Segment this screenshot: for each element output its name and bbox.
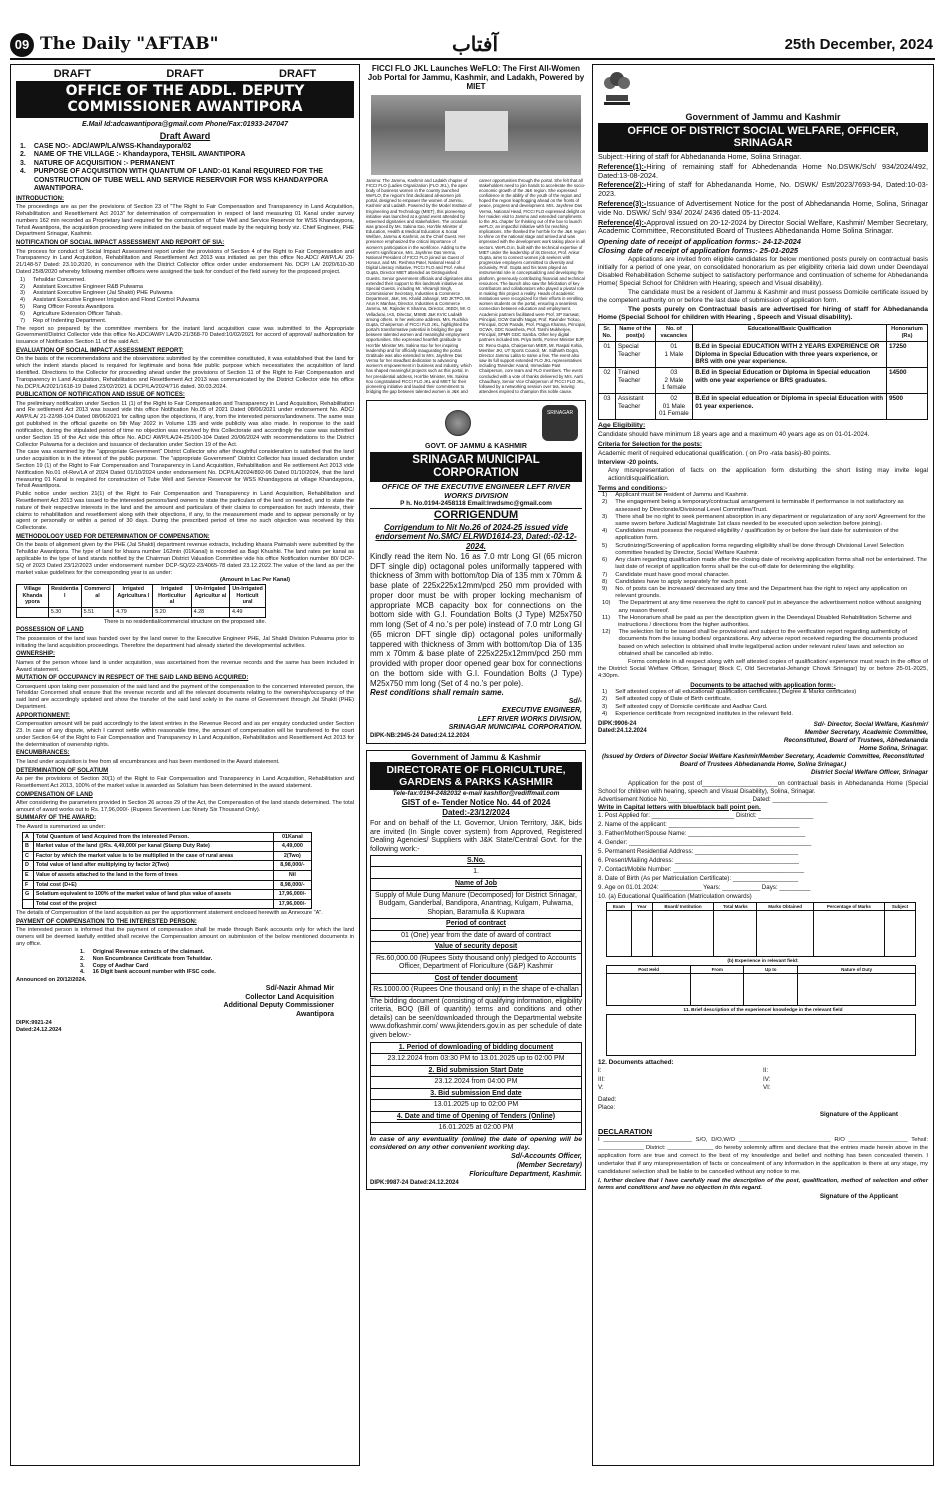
smc-banner: SRINAGAR MUNICIPAL CORPORATION — [370, 452, 582, 482]
rate-cell: 4.28 — [191, 608, 229, 618]
middle-column — [366, 64, 586, 1466]
draft-row — [16, 68, 354, 81]
section-heading: MUTATION OF OCCUPANCY IN RESPECT OF THE SAID LAND BEING ACQUIRED: — [16, 675, 249, 682]
section-heading: DETERMINATION OF SOLATIUM — [16, 767, 109, 774]
form-field[interactable]: 9. Age on 01.01.2024: ____________ Years: ___________ Days: _________ — [598, 883, 811, 891]
govt-name: Government of Jammu & Kashmir — [411, 752, 541, 762]
attached-slot[interactable]: IV: — [763, 1075, 771, 1083]
award-notice — [10, 64, 360, 1466]
opening-date: Opening date of receipt of application forms:- 24-12-2024 — [598, 237, 801, 247]
section-heading: ENCUMBRANCES: — [16, 750, 70, 757]
rate-header: Un-Irrigated Agricultur al — [191, 585, 229, 608]
list-item: 1) Self attested copies of all educational/ qualification certificates.( Degree & Marks certificates) — [602, 689, 857, 696]
write-caps-note: Write in Capital letters with blue/black ball point pen. — [598, 803, 761, 811]
case-item: 1. CASE NO:- ADC/AWP/LA/WSS-Khandaypora/02 — [20, 142, 192, 150]
jk-emblem-icon — [445, 410, 471, 436]
gist-title: GIST of e- Tender Notice No. 44 of 2024 Dated:-23/12/2024 — [401, 798, 551, 818]
emblem-row — [370, 403, 582, 443]
flori-banner: DIRECTORATE OF FLORICULTURE, GARDENS & PARKS KASHMIR — [370, 762, 582, 790]
flori-signature: Sd/-Accounts Officer, (Member Secretary) Floriculture Department, Kashmir. — [469, 1153, 582, 1178]
section-heading: SUMMARY OF THE AWARD: — [16, 815, 97, 822]
signature-block: Sd/- Director, Social Welfare, Kashmir/ Member Secretary, Academic Committee, Reconstituted, Board of Trustees, Abhedananda Home Solina, Srinagar. — [783, 720, 928, 752]
paragraph: On the basis of alignment given by the PHE (Jal Shakti) department revenue extracts, including khasra Paimaish were submitted by the Tehsildar Awantipora. The type of land for khasra number 162min (01Kanal) is recorded as Bagi Khushki. The land rates per kanal as applicable to the type of land stands notified by the Chairman District Valuation Committee vide his office Notification number 80/ DCP-SQ of 2023 Dated 23/12/2023 under endorsement number DCP-SQ/22-23/4065-78 dated 23.12.2022.The value of the land as per the market value guidelines for the corresponding year is as under: — [16, 542, 354, 576]
rate-table — [16, 584, 266, 617]
form-field[interactable]: 7. Contact/Mobile Number: ______________________________________ — [598, 865, 805, 873]
list-item: 3. Copy of Aadhar Card — [80, 962, 149, 969]
list-item: 11) The Honorarium shall be paid as per the description given in the Deendayal Disabled Rehabilitation Scheme and instructions / directions from the higher authorities. — [602, 614, 912, 628]
brief-box[interactable] — [606, 1014, 916, 1056]
paragraph: Forms complete in all respect along with self attested copies of qualification/ experience must reach in the office of the District Social Welfare Officer, Srinagar( Block C, Old Secretariat-Jehangir Chowk Srinagar) by or before 25-01-2025, 4:30pm. — [598, 658, 928, 680]
form-field[interactable]: 3. Father/Mother/Spouse Name: __________________________________ — [598, 829, 806, 837]
attached-slot[interactable]: VI: — [763, 1084, 771, 1092]
list-item: 7) Candidate must have good moral character. — [602, 571, 730, 578]
section-heading: PAYMENT OF COMPENSATION TO THE INTERESTED PERSON: — [16, 919, 197, 926]
section-heading: APPORTIONMENT: — [16, 712, 70, 719]
govt-name: Government of Jammu and Kashmir — [685, 111, 841, 122]
attached-list — [598, 1067, 928, 1093]
section-heading: COMPENSATION OF LAND — [16, 791, 93, 798]
paragraph: In case of any eventuality (online) the date of opening will be considered on any other convenient working day. — [370, 1135, 582, 1152]
table-row: 02 Trained Teacher 03 2 Male 1 female B.Ed in Special Education or Diploma in Special education with one year experience or BRS graduates. 14500 — [599, 368, 928, 394]
reference: Reference(1):-Hiring of remaining staff for Abhedenanda Home No.DSWK/Sch/ 934/2024/492, Dated:13-08-2024. — [598, 161, 928, 180]
declaration-further: I, further declare that I have carefully read the description of the post, qualification, method of selection and other terms and conditions and have no objection in this regard. — [598, 1177, 928, 1192]
dipk-number: DIPK:9987-24 Dated:24.12.2024 — [370, 1179, 459, 1186]
list-item: 3) There shall be no right to seek permanent absorption in any department or regularization of any sort/ Agreement for the same sworn before Judicial Magistrate 1st class needed to be executed upon selection before joining). — [602, 513, 926, 528]
paragraph: Academic merit of required educational qualification. ( on Pro -rata basis)-80 points. — [598, 449, 831, 457]
paragraph: Names of the person whose land is under acquisition, was ascertained from the revenue records and the same has been included in Award statement. — [16, 659, 354, 673]
list-item: 6) Agriculture Extension Officer Tahab. — [20, 310, 123, 317]
table-header: Honorarium (Rs) — [887, 325, 928, 342]
terms-list — [598, 492, 928, 658]
application-fields — [598, 812, 928, 902]
list-item: 2) The engagement being a temporary/contractual arrangement is terminable if performance is not satisfactory as assessed by Directorate/Divisional Level Committee/Trust. — [602, 499, 904, 513]
case-item: 4. PURPOSE OF ACQUISITION WITH QUANTUM OF LAND:-01 Kanal REQUIRED FOR THE CONSTRUCTION OF TUBE WELL AND SERVICE RESERVOIR FOR WSS KHANDAYPORA AWANTIPORA. — [20, 168, 328, 193]
paragraph: The interested person is informed that the payment of compensation shall be made through Bank accounts only for which the land owners will be deemed lawfully entitled shall receive the Compensation amount on submission of the below mentioned documents in any office. — [16, 927, 354, 948]
paragraph: The case was examined by the "appropriate Government" District Collector who after thoughtful consideration is satisfied that the land under acquisition is in the interest of the public purpose. The "appropriate Government" District Collector has issued declaration under Section 19 (1) of the Right to Fair Compensation and Transparency in Land Acquisition, Rehabilitation and Re settlement Act 2013 vide Notification No.01 of-Rev/LA of 2024 Dated 01/10/2024 under endorsement No. DCP/LA/2024/892-96 Dated 01/10/2024, that the land measuring 01 Kanal is required for construction of Tube Well and Service Reservoir for WSS Khandaypora at village Khandaypora, Tehsil Awantipora. — [16, 449, 354, 490]
smc-signature: Sd/- EXECUTIVE ENGINEER, LEFT RIVER WORKS DIVISION, SRINAGAR MUNICIPAL CORPORATION. — [448, 698, 582, 732]
form-field[interactable]: 2. Name of the applicant: ______________________________________ — [598, 820, 800, 828]
paragraph: On the basis of the recommendations and the observations submitted by the committee constituted, it was established that the land for which the indent stands placed is required for legitimate and bona fide public purpose which necessitates the acquisition of land identified. Directions to the Collector for proceeding ahead under the provisions of Section 11 of the Right to Fair Compensation and Transparency in Land Acquisition, Rehabilitation and Resettlement Act 2013 was communicated by the District Collector vide his office No.DCP/LA/2021/1618-19 Dated 23/02/2021 & DCP/LA/2024/716 dated. 30.03.2024. — [16, 356, 354, 390]
section-heading: Terms and conditions:- — [598, 484, 668, 492]
dipk-number: DIPK-NB:2945-24 Dated:24.12.2024 — [370, 733, 470, 740]
list-item: 4) Experience certificate from recognized institutes in the relevant field. — [602, 710, 794, 717]
list-item: 9) No. of posts can be increased/ decreased any time and the Department has the right to reject any application on relevant grounds. — [602, 585, 908, 600]
declaration-signature: Signature of the Applicant — [819, 1193, 898, 1201]
paragraph: Consequent upon taking over possession of the said land and the payment of the compensation to the concerned interested person, the Tehsildar Concerned shall ensure that the revenue records and all the relevant documents relating to the ownership/occupancy of the said land are accordingly updated and show the transfer of the said land solely in the name of Government through Jal Shakti (PHE) Department. — [16, 683, 354, 711]
section-heading: Documents to be attached with application form:- — [690, 681, 836, 689]
list-item: 10) The Department at any time reserves the right to cancel/ put in abeyance the advertisement notice without assigning any reason thereof. — [602, 600, 922, 614]
section-heading: NOTIFICATION OF SOCIAL IMPACT ASSESSMENT AND REPORT OF SIA: — [16, 240, 225, 247]
experience-table: Post Held From Up to Nature of Duty — [606, 965, 916, 1006]
rate-cell — [17, 608, 49, 618]
page-number: 09 — [10, 33, 34, 57]
qualification-table: Exam Year Board/ Institution Total Marks Marks Obtained Percentage of Marks Subject — [606, 902, 916, 957]
table-header: Educational/Basic Qualification — [693, 325, 887, 342]
rate-header: Un-Irrigated Horticult ural — [230, 585, 266, 608]
case-list — [16, 143, 354, 194]
smc-office: OFFICE OF THE EXECUTIVE ENGINEER LEFT RIVER WORKS DIVISION — [381, 482, 571, 501]
dipk-block: DIPK:9906-24 Dated:24.12.2024 — [598, 720, 647, 735]
dated-label: Dated: — [598, 1096, 617, 1104]
subject: Subject:-Hiring of staff for Abhedananda Home, Solina Srinagar. — [598, 152, 802, 162]
gist-table: S.No. 1. Name of Job Supply of Mule Dung Manure (Decomposed) for District Srinagar, Budgam, Ganderbal, Bandipora, Anantnag, Kulgam, Pulwama, Shopian, Baramulla & Kupwara Period of contract 01 (One) year from the date of award of contract Value of security deposit Rs.60,000.00 (Rupees Sixty thousand only) pledged to Accounts Officer, Department of Floriculture (G&P) Kashmir Cost of tender document Rs.1000.00 (Rupees One thousand only) in the shape of e-challan — [370, 855, 582, 997]
docs-list — [598, 689, 928, 718]
section-heading: EVALUATION OF SOCIAL IMPACT ASSESSMENT REPORT: — [16, 347, 184, 354]
list-item: 8) Candidates have to apply separately for each post. — [602, 578, 748, 585]
table-row: 03 Assistant Teacher 02 01 Male 01 Female B.Ed in special education or Diploma in special Education with 01 year experience. 9500 — [599, 394, 928, 420]
list-item: 3) Self attested copy of Domicile certificate and Aadhar Card. — [602, 703, 768, 710]
form-field[interactable]: 8. Date of Birth (As per Matriculation Certificate): ___________________ — [598, 874, 799, 882]
list-item: 12) The selection list to be issued shall be provisional and subject to the verification report regarding authenticity of documents from the issuing bodies/ organizations. Any adverse report received regarding the documents produced based on which selection is obtained shall invite legal/penal action under relevant rules/ laws and selection so obtained shall be cancelled ab initio. — [602, 629, 918, 657]
draft-word: DRAFT — [53, 68, 91, 80]
draft-word: DRAFT — [279, 68, 317, 80]
list-item: 5) Scrutinizing/Screening of application forms regarding eligibility shall be done through Divisional Level Selection committee headed by Director, Social Welfare Kashmir. — [602, 542, 904, 556]
signature-row — [598, 721, 928, 752]
paragraph: The details of Compensation of the land acquisition as per the apportionment statement enclosed herewith as Annexure "A". — [16, 910, 323, 917]
article-headline: FICCI FLO JKL Launches WeFLO: The First All-Women Job Portal for Jammu, Kashmir, and Ladakh, Powered by MIET — [367, 64, 585, 92]
schedule-table: 1. Period of downloading of bidding document 23.12.2024 from 03:30 PM to 13.01.2025 up to 02:00 PM 2. Bid submission Start Date 23.12.2024 from 04:00 PM 3. Bid submission End date 13.01.2025 up to 02:00 PM 4. Date and time of Opening of Tenders (Online) 16.01.2025 at 02:00 PM — [370, 1042, 582, 1135]
attached-slot[interactable]: I: — [598, 1067, 602, 1075]
rate-header: Village Khanda ypora — [17, 585, 49, 608]
masthead — [10, 32, 935, 60]
reference: Reference(2):-Hiring of staff for Abhedananda Home, No. DSWK/ Estt/2023/7693-94, Dated:10-03-2023. — [598, 180, 928, 199]
section-heading: OWNERSHIP: — [16, 651, 55, 658]
paragraph: As per the provisions of Section 30(1) of the Right to Fair Compensation and Transparency in Land Acquisition, Rehabilitation and Resettlement Act 2013, 100% of the market value is awarded as Solatium has been determined in the award statement. — [16, 775, 354, 789]
list-item: 4) Candidates must possess the required eligibility / qualification by or before the last date for submission of the application form. — [602, 528, 899, 542]
reference: Reference(3):-Issuance of Advertisement Notice for the post of Abhedananda Home, Solina, Srinagar vide No. DSWK/ Sch/ 934/ 2024/ 2436 dated 05-11-2024. — [598, 198, 928, 217]
paragraph: There is no residential/commercial structure on the proposed site. — [103, 618, 267, 625]
national-emblem-icon — [598, 67, 636, 109]
office-title: OFFICE OF THE ADDL. DEPUTY COMMISSIONER AWANTIPORA — [16, 81, 354, 118]
list-item: 7) Rep of Indenting Department. — [20, 317, 107, 324]
place-label: Place: — [598, 1103, 616, 1111]
paragraph: The process for conduct of Social Impact Assessment report under the provisions of Section 4 of the Right to Fair Compensation and Transparency in Land Acquisition, Rehabilitation and Resettlement Act 2013 was initiated as per this office No.ADC/ AWP/LA/ 20-21/148-57 Dated: 23.10.2020, in concurrence with the District Collector office order under endorsement No. DCP/ LA/ 2020/610-30 Dated 25/8/2020 whereby following member officers were assigned the task for conduct of the field survey for the proposed project. — [16, 248, 354, 275]
smc-corrigendum — [366, 400, 586, 743]
section-heading: (b) Experience in relevant field: — [727, 959, 799, 965]
advert-notice-line: Advertisement Notice No.________________________ Dated: ________________ — [598, 796, 828, 804]
section-heading: PUBLICATION OF NOTIFICATION AND ISSUE OF NOTICES: — [16, 392, 185, 399]
corrigendum-rest: Rest conditions shall remain same. — [370, 688, 504, 698]
table-row: D Total value of land after multiplying by factor 2(Two) 8,98,000/- — [23, 861, 312, 871]
office-banner: OFFICE OF DISTRICT SOCIAL WELFARE, OFFICER, SRINAGAR — [598, 123, 928, 152]
social-welfare-notice — [592, 64, 934, 1466]
table-row: F Total cost (D+E) 8,98,000/- — [23, 880, 312, 890]
paragraph: The posts purely on Contractual basis are advertised for hiring of staff for Abhedananda Home (Special School for children with Hearing , Speech and Visual disability). — [598, 305, 928, 322]
list-item: 4. 16 Digit bank account number with IFSC code. — [80, 969, 216, 976]
table-row: E Value of assets attached to the land in the form of trees Nil — [23, 870, 312, 880]
signature-block: Sd/-Nazir Ahmad Mir Collector Land Acquisition Additional Deputy Commissioner Awantipora — [223, 984, 334, 1019]
table-row: 01 Special Teacher 01 1 Male B.Ed in Special EDUCATION WITH 2 YEARS EXPERIENCE OR Diploma in Special Education with three years experience, or BRS with one year experience. 17250 — [599, 342, 928, 368]
posts-table — [598, 324, 928, 420]
form-field: 10. (a) Educational Qualification (Matriculation onwards) — [598, 892, 752, 900]
corrigendum-ref: Corrigendum to Nit No.26 of 2024-25 issued vide endorsement No.SMC/ ELRWD1614-23, Dated:-02-12-2024. — [375, 522, 577, 552]
corrigendum-title: CORRIGENDUM — [433, 509, 519, 522]
paragraph: Interview -20 points. — [598, 458, 659, 466]
table-header: Sr. No. — [599, 325, 616, 342]
rate-header: Irrigated Agricultura l — [114, 585, 153, 608]
section-heading: 12. Documents attached: — [598, 1059, 674, 1067]
declaration-text: I ___________________________ S/O, D/O,W/O ____________________________ R/O __________________ Tehsil: ______________ District: ______________ do hereby solemnly affirm and declare that the entries made herein above in the application form are true and correct to the best of my knowledge and belief and nothing has been concealed therein. I undertake that if any misrepresentation of facts or concealment of any information in the application is there at any stage, my candidature/ selection shall be liable to be cancelled without any notice to me. — [598, 1137, 928, 1175]
smc-contact: P h. No.0194-2458118 Email:lrwdsmc@gmail.com — [370, 500, 582, 509]
applicant-signature: Signature of the Applicant — [819, 1111, 898, 1119]
rate-caption: (Amount in Lac Per Kanal) — [220, 577, 290, 584]
office-contact: E.Mail Id:adcawantipora@gmail.com Phone/Fax:01933-247047 — [81, 121, 288, 129]
table-row: Total cost of the project 17,96,000/- — [23, 899, 312, 909]
section-heading: POSSESSION OF LAND — [16, 627, 84, 634]
case-item: 2. NAME OF THE VILLAGE :- Khandaypora, TEHSIL AWANTIPORA — [20, 151, 246, 159]
issued-by: District Social Welfare Officer, Srinagar — [810, 769, 928, 777]
form-field[interactable]: 5. Permanent Residential Address: ______________________________ — [598, 847, 799, 855]
paragraph: Any misrepresentation of facts on the application form disturbing the short listing may invite legal action/disqualification. — [608, 467, 928, 482]
summary-table — [22, 832, 312, 910]
list-item: 1. Original Revenue extracts of the claimant. — [80, 948, 205, 955]
announced-date: Announced on 20/12/2024. — [16, 977, 87, 984]
rate-header: Irrigated Horticultur al — [153, 585, 191, 608]
paragraph: The bidding document (consisting of qualifying information, eligibility criteria, BOQ (Bill of quantity) terms and conditions and other details) can be seen/downloaded through the Departmental website www.dofkashmir.com/ www.jktenders.gov.in as per schedule of date given below:- — [370, 997, 582, 1039]
attached-slot[interactable]: II: — [763, 1067, 769, 1075]
paragraph: The preliminary notification under Section 11 (1) of the Right to Fair Compensation and Transparency in Land Acquisition, Rehabilitation and Re settlement Act 2013 was issued vide this office Notification No.05 of 2021 Dated 08/06/2021 under endorsement No. ADC/ AWP/LA/ 21-22/98-104 Dated 08/06/2021 for calling upon the objections, if any, from the interested persons/landowners. The same was got published in the official gazette on 5th May 2022 in Volume 135 and wide publicity was also made. In response to the said notification, during the stipulated period of time no objection was received by this Collectorate and accordingly the case was submitted under Section 15 of the Act vide this office No. ADC/ AWP/LA/24-25/100-104 Dated 20/06/2024 with recommendations to the District Collector Pulwama for a decision and issuance of declaration under Section 19 of the Act. — [16, 400, 354, 448]
list-item: 2) Self attested copy of Date of Birth certificate. — [602, 696, 732, 703]
declaration-heading: DECLARATION — [598, 1126, 653, 1136]
section-heading: METHODOLOGY USED FOR DETERMINATION OF COMPENSATION: — [16, 534, 210, 541]
table-row: G Solatium equivalent to 100% of the market value of land plus value of assets 17,96,000/- — [23, 890, 312, 900]
rate-cell: 5.20 — [153, 608, 191, 618]
form-field[interactable]: 1. Post Applied for: ________________________ District: ________________ — [598, 811, 814, 819]
form-field[interactable]: 6. Present/Mailing Address: ____________________________________ — [598, 856, 799, 864]
section-heading: Age Eligibility: — [598, 422, 646, 430]
issued-note: (Issued by Orders of Director Social Welfare Kashmir/Member Secretary, Academic Committee, Reconstituted Board of Trustees Abhedananda Home, Solina Srinagar.) — [602, 753, 924, 768]
reference: Reference(4):-Approval issued on 20-12-2024 by Director Social Welfare, Kashmir/ Member Secretary, Academic Committee, Reconstituted Board of Trustees Abhedananda Home Solina Srinagar. — [598, 217, 928, 236]
table-header: No. of vacancies — [655, 325, 693, 342]
paragraph: For and on behalf of the Lt. Governor, Union Territory, J&K, bids are invited (In Single cover system) from Approved, Registered Dealing Agencies/ Suppliers with J&K State/Central Govt. for the following work:- — [370, 817, 582, 854]
paper-title: The Daily "AFTAB" — [40, 34, 219, 54]
list-item: 1) Tehsildar Concerned. — [20, 276, 86, 283]
rate-cell: 4.49 — [230, 608, 266, 618]
issue-date: 25th December, 2024 — [784, 36, 933, 53]
case-item: 3. NATURE OF ACQUISITION :- PERMANENT — [20, 159, 175, 167]
list-item: 5) Rang Officer Forests Awantipora — [20, 304, 114, 311]
rate-header: Residentia l — [48, 585, 81, 608]
form-field[interactable]: 4. Gender: _____________________________________________________ — [598, 838, 812, 846]
paragraph: The proceedings are as per the provisions of Section 23 of "The Right to Fair Compensation and Transparency in Land Acquisition, Rehabilitation and Resettlement Act 2013" for determination of compensation in respect of land measuring 01 Kanal under survey numbers 162 min recorded as Proprietary land required for the construction of Tube Well and Service Reservoir for WSS Khandaypora, Tehsil Awantipora, the acquisition proceeding were initiated on the basis of request made by the requiring body viz. Chief Engineer, PHE Department Srinagar, Kashmir. — [16, 204, 354, 238]
member-list — [16, 277, 354, 325]
attached-slot[interactable]: III: — [598, 1075, 605, 1083]
flori-contact: Tele-fax:0194-2482032 e-mail kashflor@rediffmail.com — [392, 790, 560, 798]
draft-word: DRAFT — [166, 68, 204, 80]
award-title: Draft Award — [159, 130, 211, 141]
rate-header: Commerci al — [81, 585, 114, 608]
srinagar-logo-icon: SRINAGAR — [542, 405, 578, 441]
document-list — [76, 949, 354, 976]
list-item: 1) Applicant must be resident of Jammu and Kashmir. — [602, 492, 749, 499]
paragraph: The candidate must be a resident of Jammu & Kashmir and must possess Domicile certificate issued by the competent authority on or before the last date of submission of application form. — [598, 289, 928, 304]
rate-cell: 4.79 — [114, 608, 153, 618]
paragraph: After considering the parameters provided in Section 26 across 29 of the Act, the Compensation of the land stands determined. The total amount of award works out to Rs. 17,96,000/- (Rupees Seventeen Lac Ninety Six Thousand Only). — [16, 799, 354, 813]
paragraph: The Award is summarized as under: — [16, 823, 106, 830]
list-item: 6) Any claim regarding qualification made after the closing date of receiving application forms shall not be entertained. The last date of receipt of application forms shall be the cut-off date for determining the eligibility. — [602, 557, 927, 571]
article-photo — [371, 95, 581, 175]
table-row: B Market value of the land @Rs. 4,49,000/ per kanal (Stamp Duty Rate) 4,49,000 — [23, 842, 312, 852]
list-item: 2. Non Encumbrance Certificate from Tehsildar. — [80, 955, 213, 962]
list-item: 3) Assistant Executive Engineer (Jal Shakti) PHE Pulwama — [20, 290, 173, 297]
section-heading: Criteria for Selection for the posts: — [598, 441, 702, 449]
paragraph: Public notice under section 21(1) of the Right to Fair Compensation and Transparency in Land Acquisition, Rehabilitation and Resettlement Act 2013 was issued to the interested persons/land owners to state the particulars of the land so needed, and to state the nature of their respective interests in the land and the amount and particulars of their claims to compensation for such interests, their claims to rehabilitation and resettlement along with their objections, if any, to the measurement made and to appear personally or by agent or personally or within a period of 30 days. During the prescribed period of time no such objection was received by this Collectorate. — [16, 491, 354, 532]
floriculture-notice — [366, 750, 586, 1190]
list-item: 4) Assistant Executive Engineer Irrigation and Flood Control Pulwama — [20, 297, 200, 304]
attached-slot[interactable]: V: — [598, 1084, 604, 1092]
paragraph: The land under acquisition is free from all encumbrances and has been mentioned in the Award statement. — [16, 758, 280, 765]
paragraph: The possession of the land was handed over by the land owner to the Executive Engineer PHE, Jal Shakti Division Pulwama prior to initiating the land acquisition proceedings. Therefore the department had already started the developmental activities. — [16, 635, 354, 649]
application-line: Application for the post of______________________on contractual basis in Abhedananda Home (Special School for children with hearing, speech and Visual Disability), Solina, Srinagar. — [598, 780, 928, 795]
article-body: Jammu: The Jammu, Kashmir and Ladakh chapter of FICCI FLO (Ladies Organization (FLO JKL), the apex body of business women in the country launched WeFLO, the region's first dedicated all-women job portal, designed to empower the women of Jammu, Kashmir and Ladakh. Powered by the Model Institute of Engineering and Technology (MIET), this pioneering initiative was launched at a grand event attended by esteemed dignitaries and stakeholders. The occasion was graced by Ms. Sakina Itoo, Hon'ble Minister of Education, Health & Medical Education & Social Welfare, Jammu & Kashmir, as the Chief Guest. Her presence emphasized the critical importance of women's participation in the workforce. Adding to the event's significance, Mrs. Jayshree Das Verma, National President of FICCI FLO joined as Guest of Honour, and Ms. Reshma Patel, National Head of Digital Literacy Initiative, FICCI FLO and Prof. Ankur Gupta, Director MIET attended as Distinguished Guests. Senior government officials and dignitaries also extended their support to this landmark initiative as Special Guests, including Mr. Vikramjit Singh, Commissioner Secretary, Industries & Commerce Department, J&K, Ms. Khalid Jahangir, MD JKTPO, Mr. Arun K Manhas, Director, Industries & Commerce Jammu, Mr. Rajinder K Sharma, Director, JKEDI, Mr. G Velladurai, IAS, Director, MSME J&K KVIC Ladakh among others. In her welcome address, Mrs. Ruchika Gupta, Chairperson of FICCI FLO JKL, highlighted the portal's transformative potential in bridging the gap between talented women and meaningful employment opportunities. She expressed heartfelt gratitude to Hon'ble Minister Ms. Sakina Itoo for her inspiring leadership and for officially inaugurating the portal. Gratitude was also extended to Mrs. Jayshree Das Verma for her steadfast dedication to advancing women's empowerment in business and industry, which has shaped meaningful projects such as this portal. In her presidential address, Hon'ble Minister, Ms. Sakina Itoo congratulated FICCI FLO JKL and MIET for their pioneering initiative and lauded their commitment to bridging the gap between talented women in J&K and career opportunities through the portal. She felt that all stakeholders need to join hands to accelerate the socio-economic growth of the J&K region. She expressed confidence in the ability of the youth of the region and hoped the region leapfrogging ahead on the fronts of peace, progress and development. Mrs. Jayshree Das Verma, National Head, FICCI FLO expressed delight on her maiden visit to Jammu and extended compliments to the JKL chapter for thinking out of the box to launch weFLO, an impactful initiative with far reaching implications. She thanked the hon'ble for the J&K region to shine on the national stage and arrived and was impressed with the development work taking place in all sectors. WeFLO.in, built with the technical expertise of MIET under the leadership of its Director, Prof. Ankur Gupta, aims to connect women job seekers with progressive employers committed to diversity and inclusivity. Prof. Gupta and his team played an instrumental role in conceptualizing and developing the platform, generously contributing financial and technical resources. The launch also saw the felicitation of key contributors and collaborators who played a pivotal role in making this project a reality. Heads of academic institutions were recognized for their efforts in enrolling women students on the portal, ensuring a seamless connection between education and employment. Academic partners facilitated were Prof. SP Sarswat, Principal, GCW Gandhi Nagar, Prof. Ravinder Tickoo, Principal, GCW Parade, Prof. Pragya Khanna, Principal, GCWA, GDC Nowshera, Prof. Tarshi Mukherjee, Principal, SPMR GDC Samba. Other key digital partners included Ms. Priya Sethi, Former Minister BJP, Dr. Renu Gupta, Chairperson MIER, Mr. Raspal Kohia, Member JKI, UT Sports Council, Mr. Sidharth Dogra, Director Jammu Lalita to name a few. The event also saw its full support extended FLO JKL representatives including Tarvinder Anand, Immediate Past Chairperson, core team and FLO members. The event concluded with a vote of thanks delivered by Mrs. Aarti Chaudhary, Senior Vice Chairperson of FICCI FLO JKL, followed by a networking session over tea, leaving attendees inspired to champion this noble cause. — [366, 177, 586, 394]
dipk-number: DIPK:9921-24 — [16, 1019, 52, 1026]
section-heading: 11. Brief description of the experience/ knowledge in the relevant field — [683, 1008, 843, 1014]
paragraph: Candidate should have minimum 18 years age and a maximum 40 years age as on 01-01-2024. — [598, 431, 870, 439]
rate-cell: 5.51 — [81, 608, 114, 618]
table-header: Name of the post(s) — [615, 325, 655, 342]
corrigendum-body: Kindly read the item No. 16 as 7.0 mtr Long GI (65 micron DFT single dip) octagonal poles uniformally tappered with thickness of 3mm with bottom/top Dia of 135 mm x 70mm & base plate of 225x225x12mm/pcd 250 mm provided with proper door must be with proper locking mechanism of appropriate MCB capacity box for connections on the bottom side with G.I. Foundation Bolts (J Type) M25x750 mm long (Set of 4 no.'s per pole) instead of 7.0 mtr Long GI (65 micron DFT single dip) octagonal poles uniformally tappered with thickness of 3mm with bottom/top Dia of 135 mm x 70mm & base plate of 225x225x12mm/pcd 250 mm provided with proper door opened gear box for connections on the bottom side with G.I. Foundation Bolts (J Type) M25x750 mm long (Set of 4 no.'s per pole). — [370, 551, 582, 688]
list-item: 2) Assistant Executive Engineer R&B Pulwama — [20, 283, 144, 290]
rate-cell: 5.30 — [48, 608, 81, 618]
table-row: C Factor by which the market value is to be multiplied in the case of rural areas 2(Two) — [23, 851, 312, 861]
dipk-date: Dated:24.12.2024 — [16, 1026, 62, 1033]
govt-name: GOVT. OF JAMMU & KASHMIR — [425, 443, 527, 451]
section-heading: INTRODUCTION: — [16, 195, 64, 202]
table-row: A Total Quantum of land Acquired from the interested Person. 01Kanal — [23, 832, 312, 842]
paragraph: Applications are invited from eligible candidates for below mentioned posts purely on contractual basis initially for a period of one year, on consolidated honorarium as per eligibility criteria laid down under Deendayal Disabled Rehabilitation Scheme subject to satisfactory performance and continuation of scheme for Abhedananda Home( Special School for Children with Hearing, speech and Visual disability). — [598, 256, 928, 288]
paragraph: Compensation amount will be paid accordingly to the latest entries in the Revenue Record and as per enquiry conducted under Section 23. In case of any dispute, which I cannot settle within reasonable time, the amount of compensation will be transferred to the court under Section 64 of the Right to Fair Compensation and Transparency in Land Acquisition, Rehabilitation and Resettlement Act 2013 for the determination of ownership rights. — [16, 721, 354, 748]
closing-date: Closing date of receipt of application forms:- 25-01-2025 — [598, 246, 799, 256]
paragraph: The report so prepared by the committee members for the instant land acquisition case was submitted to the Appropriate Government/District Collector vide this office No.ADC/AWP/ LA/20-21/368-70 Dated:10/02/2021 for accord of approval/ authorization for issuance of Notification Section 11 of the said Act. — [16, 325, 354, 346]
paper-logo: آفتاب — [451, 32, 499, 56]
